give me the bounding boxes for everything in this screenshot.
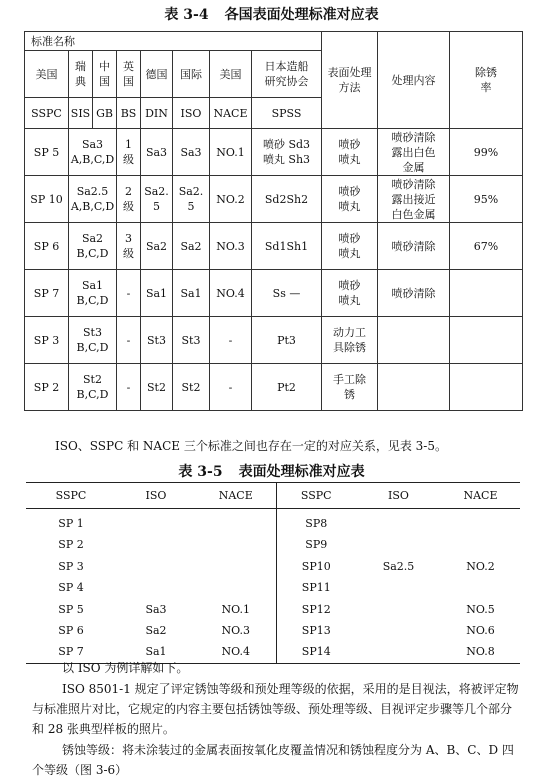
table-cell: SP 6 bbox=[58, 624, 84, 638]
table-cell bbox=[356, 534, 441, 555]
table-row bbox=[26, 534, 520, 555]
cell-content: 喷砂清除 bbox=[378, 270, 450, 317]
table-cell: NO.1 bbox=[196, 599, 276, 620]
header-standard-code: SPSS bbox=[252, 98, 322, 129]
cell-sis-gb: Sa3 A,B,C,D bbox=[69, 129, 117, 176]
table-cell: SP14 bbox=[276, 641, 356, 663]
cell-sis-gb: Sa2.5 A,B,C,D bbox=[69, 176, 117, 223]
table1-caption bbox=[0, 4, 543, 24]
cell-sspc: SP 10 bbox=[25, 176, 69, 223]
cell-iso: St2 bbox=[173, 364, 210, 411]
table-cell bbox=[441, 534, 520, 555]
header-country: 英 国 bbox=[117, 51, 141, 98]
header-country: 德国 bbox=[141, 51, 173, 98]
cell-rate bbox=[450, 364, 523, 411]
column-header: NACE bbox=[196, 483, 276, 509]
header-country: 美国 bbox=[25, 51, 69, 98]
table-cell: Sa2.5 bbox=[382, 559, 415, 573]
paragraph-rust-grades: 锈蚀等级：将未涂装过的金属表面按氧化皮覆盖情况和锈蚀程度分为 A、B、C、D 四个等级（图 3-6） bbox=[32, 743, 514, 777]
header-country: 日本造船 研究协会 bbox=[252, 51, 322, 98]
cell-din: St2 bbox=[141, 364, 173, 411]
table-row bbox=[26, 556, 520, 577]
table-cell: SP10 bbox=[301, 559, 331, 573]
cross-reference-note: ISO、SSPC 和 NACE 三个标准之间也存在一定的对应关系，见表 3-5。 bbox=[55, 439, 447, 453]
cell-sis-gb: St3 B,C,D bbox=[69, 317, 117, 364]
column-header: ISO bbox=[116, 483, 196, 509]
table-row bbox=[25, 223, 523, 270]
header-country: 国际 bbox=[173, 51, 210, 98]
table-cell: Sa1 bbox=[116, 641, 196, 663]
table-cell: SP12 bbox=[301, 602, 331, 616]
cell-bs: - bbox=[117, 270, 141, 317]
table-row bbox=[26, 620, 520, 641]
cell-content bbox=[378, 364, 450, 411]
column-header: SSPC bbox=[276, 483, 356, 509]
table2-caption bbox=[0, 461, 543, 481]
cell-iso: St3 bbox=[173, 317, 210, 364]
header-standard-code: NACE bbox=[210, 98, 252, 129]
cell-din: St3 bbox=[141, 317, 173, 364]
cell-sspc: SP 2 bbox=[25, 364, 69, 411]
cell-spss: Pt3 bbox=[252, 317, 322, 364]
column-header: NACE bbox=[441, 483, 520, 509]
table-cell: SP 5 bbox=[58, 602, 84, 616]
table1-number: 表 3-4 bbox=[164, 7, 209, 23]
cell-iso: Sa1 bbox=[173, 270, 210, 317]
header-standard-names: 标准名称 bbox=[25, 32, 322, 51]
paragraph-intro: 以 ISO 为例详解如下。 bbox=[62, 661, 189, 675]
cell-din: Sa2 bbox=[141, 223, 173, 270]
table-cell: SP11 bbox=[301, 581, 331, 595]
table-cell bbox=[196, 556, 276, 577]
table-cell bbox=[356, 599, 441, 620]
cell-nace: NO.3 bbox=[210, 223, 252, 270]
cell-sspc: SP 7 bbox=[25, 270, 69, 317]
cell-method: 动力工 具除锈 bbox=[322, 317, 378, 364]
cell-bs: 2 级 bbox=[117, 176, 141, 223]
table-cell: SP 1 bbox=[58, 517, 84, 530]
table-row bbox=[25, 317, 523, 364]
table-cell: SP9 bbox=[305, 538, 328, 552]
cell-sis-gb: St2 B,C,D bbox=[69, 364, 117, 411]
cell-spss: Sd2Sh2 bbox=[252, 176, 322, 223]
table-cell bbox=[356, 509, 441, 535]
table-row bbox=[25, 129, 523, 176]
cell-method: 喷砂 喷丸 bbox=[322, 129, 378, 176]
cell-content: 喷砂清除 露出接近 白色金属 bbox=[378, 176, 450, 223]
standards-comparison-table bbox=[24, 31, 523, 411]
header-standard-code: DIN bbox=[141, 98, 173, 129]
cell-iso: Sa2 bbox=[173, 223, 210, 270]
cell-sspc: SP 3 bbox=[25, 317, 69, 364]
cell-iso: Sa2. 5 bbox=[173, 176, 210, 223]
cell-sspc: SP 6 bbox=[25, 223, 69, 270]
table-cell bbox=[441, 577, 520, 598]
table-cell bbox=[196, 534, 276, 555]
table-cell: SP13 bbox=[301, 624, 331, 638]
table-cell bbox=[116, 509, 196, 535]
cell-rate: 95% bbox=[450, 176, 523, 223]
header-row-group bbox=[25, 32, 523, 51]
cell-iso: Sa3 bbox=[173, 129, 210, 176]
cell-nace: - bbox=[210, 317, 252, 364]
table-cell bbox=[441, 509, 520, 535]
table-cell bbox=[356, 620, 441, 641]
table-row bbox=[26, 509, 520, 535]
cell-spss: Ss — bbox=[252, 270, 322, 317]
sspc-iso-nace-table bbox=[26, 482, 520, 664]
table-cell: SP8 bbox=[305, 517, 328, 530]
header-standard-code: BS bbox=[117, 98, 141, 129]
cell-bs: 1 级 bbox=[117, 129, 141, 176]
table-cell: SP 7 bbox=[26, 641, 116, 663]
table2-title: 表面处理标准对应表 bbox=[238, 464, 365, 480]
table1-title: 各国表面处理标准对应表 bbox=[224, 7, 379, 23]
cell-nace: NO.2 bbox=[210, 176, 252, 223]
table-cell: NO.4 bbox=[196, 641, 276, 663]
cell-bs: 3 级 bbox=[117, 223, 141, 270]
table-cell bbox=[116, 556, 196, 577]
cell-din: Sa1 bbox=[141, 270, 173, 317]
cell-content: 喷砂清除 露出白色 金属 bbox=[378, 129, 450, 176]
cell-rate: 67% bbox=[450, 223, 523, 270]
cell-spss: Pt2 bbox=[252, 364, 322, 411]
table-row bbox=[25, 176, 523, 223]
table-cell: SP 4 bbox=[58, 581, 84, 595]
table2-number: 表 3-5 bbox=[178, 464, 223, 480]
table-cell: NO.6 bbox=[466, 624, 495, 638]
table-cell: NO.5 bbox=[466, 602, 495, 616]
cell-din: Sa2. 5 bbox=[141, 176, 173, 223]
column-header: ISO bbox=[356, 483, 441, 509]
table-cell: SP 2 bbox=[58, 538, 84, 552]
header-standard-code: GB bbox=[93, 98, 117, 129]
cell-rate bbox=[450, 270, 523, 317]
header-surface-method: 表面处理 方法 bbox=[322, 32, 378, 129]
cell-method: 手工除 锈 bbox=[322, 364, 378, 411]
table-cell: NO.8 bbox=[441, 641, 520, 663]
cell-content bbox=[378, 317, 450, 364]
cell-sis-gb: Sa2 B,C,D bbox=[69, 223, 117, 270]
table-cell bbox=[116, 577, 196, 598]
cell-bs: - bbox=[117, 364, 141, 411]
table-cell bbox=[116, 534, 196, 555]
header-standard-code: ISO bbox=[173, 98, 210, 129]
header-country: 瑞 典 bbox=[69, 51, 93, 98]
cell-nace: NO.4 bbox=[210, 270, 252, 317]
cell-rate bbox=[450, 317, 523, 364]
table-cell: Sa2 bbox=[145, 624, 167, 638]
header-country: 中 国 bbox=[93, 51, 117, 98]
cell-method: 喷砂 喷丸 bbox=[322, 223, 378, 270]
header-rust-rate: 除锈 率 bbox=[450, 32, 523, 129]
cell-din: Sa3 bbox=[141, 129, 173, 176]
table-cell bbox=[196, 577, 276, 598]
cell-method: 喷砂 喷丸 bbox=[322, 176, 378, 223]
header-standard-code: SIS bbox=[69, 98, 93, 129]
table-cell: NO.2 bbox=[466, 559, 495, 573]
cell-bs: - bbox=[117, 317, 141, 364]
table-cell bbox=[196, 509, 276, 535]
cell-nace: NO.1 bbox=[210, 129, 252, 176]
cell-sis-gb: Sa1 B,C,D bbox=[69, 270, 117, 317]
cell-sspc: SP 5 bbox=[25, 129, 69, 176]
table-cell: NO.3 bbox=[196, 620, 276, 641]
paragraph-iso8501: ISO 8501-1 规定了评定锈蚀等级和预处理等级的依据，采用的是目视法，将被评定物与标准照片对比，它规定的内容主要包括锈蚀等级、预处理等级、目视评定步骤等几个部分和 28 张典型样板的照片。 bbox=[32, 682, 519, 736]
cell-method: 喷砂 喷丸 bbox=[322, 270, 378, 317]
cell-content: 喷砂清除 bbox=[378, 223, 450, 270]
table-row bbox=[25, 364, 523, 411]
table-cell: SP 3 bbox=[58, 559, 84, 573]
table-cell: Sa3 bbox=[145, 602, 167, 616]
header-content: 处理内容 bbox=[378, 32, 450, 129]
cell-spss: Sd1Sh1 bbox=[252, 223, 322, 270]
header-standard-code: SSPC bbox=[25, 98, 69, 129]
cell-spss: 喷砂 Sd3 喷丸 Sh3 bbox=[252, 129, 322, 176]
cell-rate: 99% bbox=[450, 129, 523, 176]
table-cell bbox=[356, 577, 441, 598]
cell-nace: - bbox=[210, 364, 252, 411]
table-row bbox=[26, 599, 520, 620]
table-row bbox=[26, 577, 520, 598]
header-country: 美国 bbox=[210, 51, 252, 98]
column-header: SSPC bbox=[26, 483, 116, 509]
table-row bbox=[25, 270, 523, 317]
